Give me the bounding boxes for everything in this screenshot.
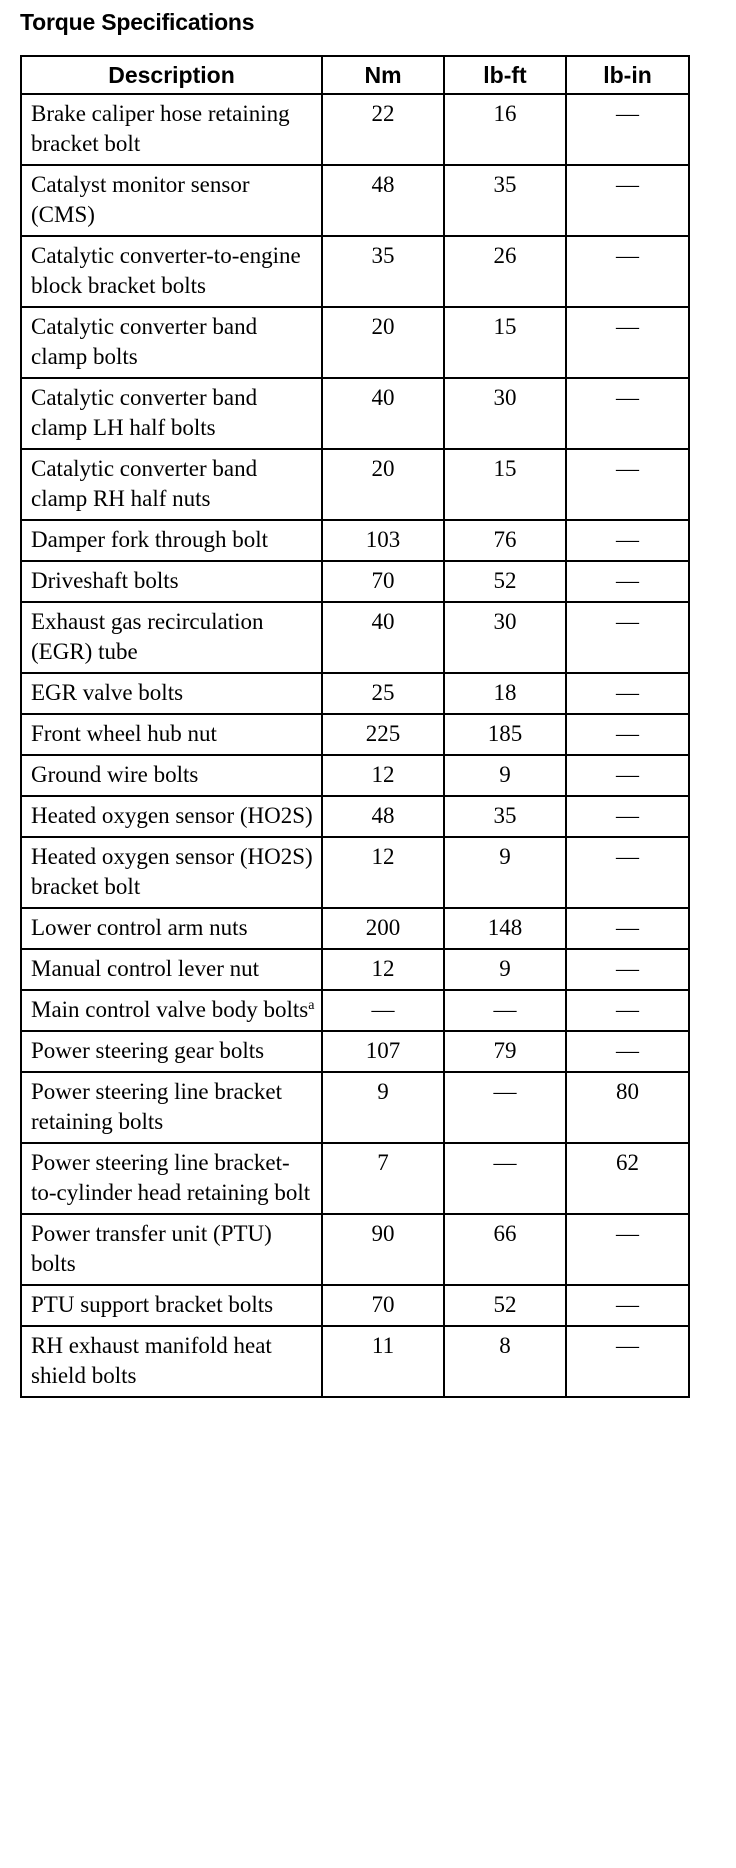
row-description xyxy=(21,1072,322,1143)
row-lb-ft: 76 xyxy=(444,520,566,561)
description-text: Catalytic converter band clamp bolts xyxy=(31,314,258,369)
table-row xyxy=(21,673,689,714)
table-row xyxy=(21,1031,689,1072)
description-text: Power transfer unit (PTU) bolts xyxy=(31,1221,272,1276)
description-text: Power steering line bracket-to-cylinder head retaining bolt xyxy=(31,1150,311,1205)
row-description xyxy=(21,378,322,449)
row-lb-in: 80 xyxy=(566,1072,689,1143)
description-text: Manual control lever nut xyxy=(31,956,260,981)
row-lb-in: — xyxy=(566,1214,689,1285)
description-text: EGR valve bolts xyxy=(31,680,184,705)
table-row xyxy=(21,165,689,236)
table-row xyxy=(21,1072,689,1143)
description-text: Catalytic converter-to-engine block bracket bolts xyxy=(31,243,301,298)
header-nm: Nm xyxy=(322,56,444,94)
description-text: Heated oxygen sensor (HO2S) bracket bolt xyxy=(31,844,313,899)
table-row xyxy=(21,602,689,673)
row-description xyxy=(21,1143,322,1214)
table-row xyxy=(21,796,689,837)
row-description xyxy=(21,602,322,673)
row-lb-ft: 26 xyxy=(444,236,566,307)
torque-spec-table xyxy=(20,55,690,1398)
row-nm: 40 xyxy=(322,602,444,673)
description-text: Brake caliper hose retaining bracket bolt xyxy=(31,101,290,156)
row-nm: 35 xyxy=(322,236,444,307)
description-text: RH exhaust manifold heat shield bolts xyxy=(31,1333,272,1388)
row-description xyxy=(21,561,322,602)
row-description xyxy=(21,1031,322,1072)
row-lb-in: — xyxy=(566,796,689,837)
row-lb-ft: 35 xyxy=(444,165,566,236)
row-lb-ft: 30 xyxy=(444,602,566,673)
row-lb-ft: 16 xyxy=(444,94,566,165)
table-row xyxy=(21,449,689,520)
header-description: Description xyxy=(21,56,322,94)
row-nm: 40 xyxy=(322,378,444,449)
row-lb-ft: 52 xyxy=(444,1285,566,1326)
row-lb-in: — xyxy=(566,94,689,165)
row-lb-in: — xyxy=(566,307,689,378)
row-description xyxy=(21,673,322,714)
header-row xyxy=(21,56,689,94)
row-nm: 12 xyxy=(322,755,444,796)
table-row xyxy=(21,1143,689,1214)
row-lb-in: — xyxy=(566,755,689,796)
row-lb-in: — xyxy=(566,949,689,990)
description-text: Catalytic converter band clamp RH half nuts xyxy=(31,456,258,511)
row-lb-in: — xyxy=(566,236,689,307)
row-nm: 25 xyxy=(322,673,444,714)
row-lb-in: — xyxy=(566,520,689,561)
row-description xyxy=(21,236,322,307)
description-text: Heated oxygen sensor (HO2S) xyxy=(31,803,313,828)
row-nm: 70 xyxy=(322,561,444,602)
row-description xyxy=(21,520,322,561)
row-lb-ft: 18 xyxy=(444,673,566,714)
row-nm: 12 xyxy=(322,837,444,908)
row-nm: 107 xyxy=(322,1031,444,1072)
row-lb-ft: 9 xyxy=(444,837,566,908)
table-row xyxy=(21,908,689,949)
row-lb-in: — xyxy=(566,1326,689,1397)
row-description xyxy=(21,990,322,1031)
row-description xyxy=(21,908,322,949)
table-row xyxy=(21,236,689,307)
table-row xyxy=(21,990,689,1031)
description-text: Catalytic converter band clamp LH half bolts xyxy=(31,385,258,440)
row-nm: 11 xyxy=(322,1326,444,1397)
row-lb-in: — xyxy=(566,673,689,714)
header-lb-in: lb-in xyxy=(566,56,689,94)
description-text: Driveshaft bolts xyxy=(31,568,179,593)
row-lb-ft: 30 xyxy=(444,378,566,449)
row-lb-in: — xyxy=(566,602,689,673)
row-lb-in: — xyxy=(566,1285,689,1326)
row-lb-ft: 66 xyxy=(444,1214,566,1285)
row-nm: 48 xyxy=(322,165,444,236)
row-description xyxy=(21,949,322,990)
row-lb-ft: — xyxy=(444,1072,566,1143)
row-lb-ft: 79 xyxy=(444,1031,566,1072)
row-lb-ft: 9 xyxy=(444,755,566,796)
row-description xyxy=(21,714,322,755)
table-row xyxy=(21,714,689,755)
description-text: Power steering gear bolts xyxy=(31,1038,265,1063)
table-row xyxy=(21,755,689,796)
row-nm: 225 xyxy=(322,714,444,755)
row-lb-in: — xyxy=(566,561,689,602)
row-description xyxy=(21,796,322,837)
table-body xyxy=(21,94,689,1397)
header-lb-ft: lb-ft xyxy=(444,56,566,94)
table-row xyxy=(21,1285,689,1326)
row-description xyxy=(21,165,322,236)
row-lb-in: — xyxy=(566,378,689,449)
row-nm: 22 xyxy=(322,94,444,165)
table-row xyxy=(21,561,689,602)
row-nm: 20 xyxy=(322,449,444,520)
table-row xyxy=(21,1326,689,1397)
row-nm: 70 xyxy=(322,1285,444,1326)
row-description xyxy=(21,837,322,908)
row-lb-ft: 9 xyxy=(444,949,566,990)
description-text: Ground wire bolts xyxy=(31,762,199,787)
row-nm: 9 xyxy=(322,1072,444,1143)
row-lb-ft: 185 xyxy=(444,714,566,755)
row-nm: 20 xyxy=(322,307,444,378)
row-nm: 103 xyxy=(322,520,444,561)
row-description xyxy=(21,755,322,796)
row-nm: — xyxy=(322,990,444,1031)
description-text: PTU support bracket bolts xyxy=(31,1292,274,1317)
row-lb-in: — xyxy=(566,1031,689,1072)
row-lb-ft: 8 xyxy=(444,1326,566,1397)
description-text: Main control valve body bolts xyxy=(31,997,309,1022)
description-text: Front wheel hub nut xyxy=(31,721,217,746)
row-nm: 48 xyxy=(322,796,444,837)
row-description xyxy=(21,1214,322,1285)
table-row xyxy=(21,1214,689,1285)
row-nm: 12 xyxy=(322,949,444,990)
row-lb-ft: 52 xyxy=(444,561,566,602)
row-lb-ft: 35 xyxy=(444,796,566,837)
page-title: Torque Specifications xyxy=(20,9,255,35)
footnote-marker: a xyxy=(308,998,315,1013)
table-row xyxy=(21,307,689,378)
table-row xyxy=(21,837,689,908)
table-row xyxy=(21,949,689,990)
row-description xyxy=(21,1326,322,1397)
table-row xyxy=(21,520,689,561)
table-row xyxy=(21,94,689,165)
row-nm: 90 xyxy=(322,1214,444,1285)
row-lb-in: — xyxy=(566,908,689,949)
row-description xyxy=(21,1285,322,1326)
row-lb-ft: 15 xyxy=(444,307,566,378)
description-text: Exhaust gas recirculation (EGR) tube xyxy=(31,609,264,664)
row-description xyxy=(21,94,322,165)
row-lb-ft: 15 xyxy=(444,449,566,520)
row-nm: 200 xyxy=(322,908,444,949)
row-nm: 7 xyxy=(322,1143,444,1214)
description-text: Power steering line bracket retaining bolts xyxy=(31,1079,282,1134)
row-lb-in: — xyxy=(566,449,689,520)
description-text: Lower control arm nuts xyxy=(31,915,248,940)
description-text: Catalyst monitor sensor (CMS) xyxy=(31,172,250,227)
row-lb-in: — xyxy=(566,714,689,755)
row-lb-in: — xyxy=(566,837,689,908)
row-lb-in: — xyxy=(566,990,689,1031)
table-row xyxy=(21,378,689,449)
row-description xyxy=(21,307,322,378)
row-lb-ft: — xyxy=(444,1143,566,1214)
description-text: Damper fork through bolt xyxy=(31,527,268,552)
row-lb-ft: — xyxy=(444,990,566,1031)
row-lb-in: — xyxy=(566,165,689,236)
row-lb-in: 62 xyxy=(566,1143,689,1214)
row-description xyxy=(21,449,322,520)
row-lb-ft: 148 xyxy=(444,908,566,949)
